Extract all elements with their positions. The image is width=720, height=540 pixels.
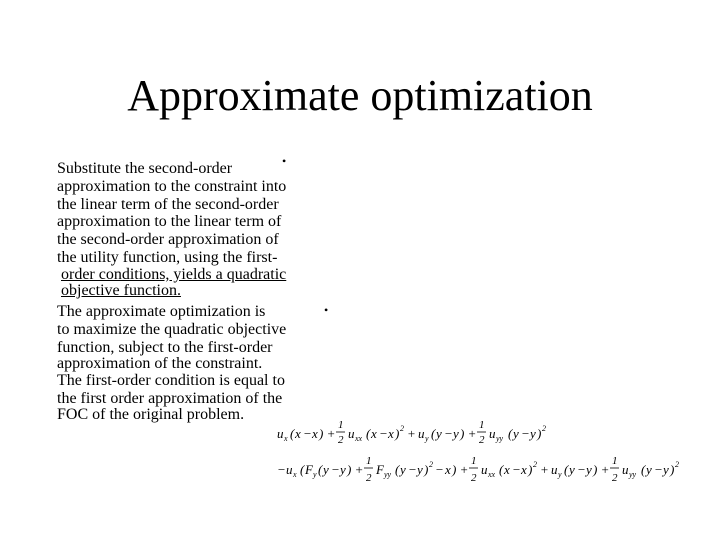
bullet-1-line: order conditions, yields a quadratic — [61, 266, 287, 283]
bullet-marker-1: • — [282, 154, 287, 168]
bullet-2-line: The approximate optimization is — [57, 303, 266, 320]
svg-text:(: ( — [318, 462, 323, 477]
svg-text:y: y — [586, 462, 592, 477]
svg-text:y: y — [313, 470, 317, 479]
bullet-2-line: the first order approximation of the — [57, 390, 283, 407]
svg-text:): ) — [424, 462, 429, 477]
formula-objective — [275, 412, 565, 452]
svg-text:(: ( — [431, 426, 436, 441]
svg-text:(: ( — [395, 462, 400, 477]
svg-text:2: 2 — [471, 472, 477, 484]
svg-text:−: − — [577, 462, 586, 477]
bullet-2-line: to maximize the quadratic objective — [57, 321, 287, 338]
svg-text:x: x — [284, 434, 288, 443]
svg-text:yy: yy — [384, 470, 392, 479]
bullet-1-line: approximation to the linear term of — [57, 213, 282, 230]
svg-text:−: − — [331, 462, 340, 477]
formula-substituted — [275, 452, 705, 492]
svg-text:y: y — [425, 434, 429, 443]
svg-text:−: − — [435, 462, 444, 477]
svg-text:xx: xx — [488, 470, 496, 479]
svg-text:2: 2 — [479, 434, 485, 446]
bullet-1-line: the utility function, using the first- — [57, 249, 278, 266]
svg-text:u: u — [481, 462, 488, 477]
svg-text:F: F — [305, 462, 313, 477]
bullet-1-line: objective function. — [61, 282, 181, 299]
svg-text:(: ( — [366, 426, 371, 441]
svg-text:) +: ) + — [452, 462, 469, 477]
svg-text:) +: ) + — [593, 462, 610, 477]
svg-text:) +: ) + — [460, 426, 477, 441]
svg-text:−: − — [277, 462, 286, 477]
slide-title: Approximate optimization — [127, 71, 593, 120]
svg-text:x: x — [371, 426, 377, 441]
svg-text:): ) — [670, 462, 675, 477]
svg-text:x: x — [445, 462, 451, 477]
svg-text:): ) — [395, 426, 400, 441]
svg-text:−: − — [521, 426, 530, 441]
svg-text:y: y — [569, 462, 575, 477]
svg-text:x: x — [295, 426, 301, 441]
svg-text:u: u — [418, 426, 425, 441]
svg-text:2: 2 — [533, 460, 537, 469]
svg-text:2: 2 — [400, 424, 404, 433]
svg-text:1: 1 — [612, 455, 618, 467]
svg-text:): ) — [537, 426, 542, 441]
svg-text:y: y — [400, 462, 406, 477]
svg-text:y: y — [417, 462, 423, 477]
svg-text:yy: yy — [496, 434, 504, 443]
svg-text:2: 2 — [338, 434, 344, 446]
svg-text:) +: ) + — [347, 462, 364, 477]
svg-text:yy: yy — [629, 470, 637, 479]
svg-text:u: u — [551, 462, 558, 477]
svg-text:y: y — [530, 426, 536, 441]
svg-text:y: y — [453, 426, 459, 441]
svg-text:u: u — [348, 426, 355, 441]
svg-text:x: x — [504, 462, 510, 477]
bullet-marker-2: • — [324, 303, 329, 317]
svg-text:x: x — [521, 462, 527, 477]
svg-text:1: 1 — [366, 455, 372, 467]
formula-objective-graphic — [275, 412, 565, 452]
svg-text:F: F — [376, 462, 384, 477]
svg-text:x: x — [312, 426, 318, 441]
svg-text:(: ( — [564, 462, 569, 477]
svg-text:1: 1 — [338, 419, 344, 431]
svg-text:(: ( — [499, 462, 504, 477]
svg-text:(: ( — [508, 426, 513, 441]
svg-text:(: ( — [290, 426, 295, 441]
svg-text:y: y — [663, 462, 669, 477]
svg-text:x: x — [293, 470, 297, 479]
svg-text:u: u — [286, 462, 293, 477]
svg-text:−: − — [512, 462, 521, 477]
svg-text:y: y — [646, 462, 652, 477]
svg-text:−: − — [303, 426, 312, 441]
svg-text:1: 1 — [479, 419, 485, 431]
bullet-1-line: approximation to the constraint into — [57, 178, 287, 195]
svg-text:xx: xx — [355, 434, 363, 443]
svg-text:2: 2 — [366, 472, 372, 484]
svg-text:2: 2 — [612, 472, 618, 484]
svg-text:u: u — [277, 426, 284, 441]
svg-text:u: u — [489, 426, 496, 441]
bullet-1-line: Substitute the second-order — [57, 160, 233, 177]
svg-text:−: − — [408, 462, 417, 477]
svg-text:): ) — [528, 462, 533, 477]
svg-text:(: ( — [641, 462, 646, 477]
formula-substituted-graphic — [275, 452, 705, 492]
svg-text:y: y — [436, 426, 442, 441]
svg-text:y: y — [340, 462, 346, 477]
bullet-1-line: the linear term of the second-order — [57, 196, 279, 213]
svg-text:−: − — [444, 426, 453, 441]
svg-text:1: 1 — [471, 455, 477, 467]
svg-text:−: − — [379, 426, 388, 441]
bullet-2-line: approximation of the constraint. — [57, 355, 263, 372]
bullet-2-line: function, subject to the first-order — [57, 339, 273, 356]
svg-text:y: y — [323, 462, 329, 477]
svg-text:) +: ) + — [319, 426, 336, 441]
svg-text:(: ( — [300, 462, 305, 477]
bullet-1-line: the second-order approximation of — [57, 231, 279, 248]
svg-text:+: + — [407, 426, 416, 441]
svg-text:u: u — [622, 462, 629, 477]
svg-text:y: y — [513, 426, 519, 441]
svg-text:2: 2 — [429, 460, 433, 469]
svg-text:−: − — [654, 462, 663, 477]
bullet-2-line: The first-order condition is equal to — [57, 372, 285, 389]
svg-text:2: 2 — [542, 424, 546, 433]
svg-text:y: y — [558, 470, 562, 479]
svg-text:2: 2 — [675, 460, 679, 469]
svg-text:+: + — [540, 462, 549, 477]
bullet-2-line: FOC of the original problem. — [57, 406, 245, 423]
svg-text:x: x — [388, 426, 394, 441]
